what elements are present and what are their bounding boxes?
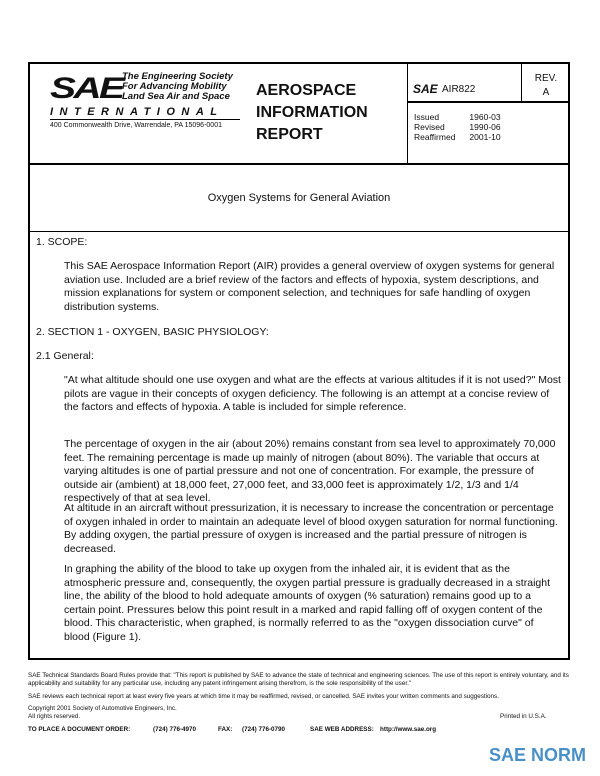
tagline-line: For Advancing Mobility <box>122 81 227 92</box>
rights: All rights reserved. <box>28 713 81 720</box>
date-row <box>414 112 515 122</box>
web-label: SAE WEB ADDRESS: <box>310 726 374 733</box>
divider <box>407 62 408 164</box>
paragraph: At altitude in an aircraft without pressurization, it is necessary to increase the concentration or percentage of oxygen inhaled in order to maintain an adequate level of blood oxygen saturation for normal functioning. By adding oxygen, the partial pressure of oxygen is increased and the partial pressure of nitrogen is decreased. <box>64 502 558 555</box>
divider <box>28 163 570 165</box>
sae-small-logo: SAE <box>413 82 438 96</box>
rev-value: A <box>542 87 550 98</box>
fax-label: FAX: <box>218 726 233 733</box>
date-row <box>414 132 515 142</box>
tagline <box>122 72 233 102</box>
address: 400 Commonwealth Drive, Warrendale, PA 15096-0001 <box>50 122 222 129</box>
doc-type-line: AEROSPACE <box>256 82 357 99</box>
document-title: Oxygen Systems for General Aviation <box>207 192 391 204</box>
dates-table <box>414 112 515 142</box>
doc-type-line: REPORT <box>256 126 323 143</box>
tagline-line: The Engineering Society <box>122 71 233 82</box>
international-label: INTERNATIONAL <box>50 106 224 118</box>
footer-review: SAE reviews each technical report at least every five years at which time it may be reaffirmed, revised, or cancelled. SAE invites your written comments and suggestions. <box>28 693 499 700</box>
revision <box>522 72 570 100</box>
watermark: SAE NORM <box>488 745 586 765</box>
date-value: 2001-10 <box>469 132 501 142</box>
divider <box>407 101 570 103</box>
paragraph: In graphing the ability of the blood to take up oxygen from the inhaled air, it is evident that as the atmospheric pressure and, consequently, the oxygen partial pressure is gradually decreased in a straight line, the ability of the blood to hold adequate amounts of oxygen (% saturation) remains good up to a certain point. Pressures below this point result in a marked and rapid falling off of oxygen content of the blood. This characteristic, when graphed, is normally referred to as the "oxygen dissociation curve" of blood (Figure 1). <box>64 563 550 643</box>
footer-notice: SAE Technical Standards Board Rules provide that: "This report is published by SAE to advance the state of technical and engineering sciences. The use of this report is entirely voluntary, and its applicability and suitability for any particular use, including any patent infringement arising therefrom, is the sole responsibility of the user." <box>28 672 569 687</box>
subsection-heading: 2.1 General: <box>36 350 94 362</box>
date-label: Revised <box>414 122 445 132</box>
copyright: Copyright 2001 Society of Automotive Engineers, Inc. <box>28 705 177 712</box>
web-address[interactable]: http://www.sae.org <box>380 726 437 733</box>
date-label: Reaffirmed <box>414 132 456 142</box>
sae-logo: SAE <box>50 72 123 105</box>
date-value: 1990-06 <box>469 122 501 132</box>
tagline-line: Land Sea Air and Space <box>122 91 230 102</box>
rev-label: REV. <box>534 73 558 84</box>
order-phone: (724) 776-4970 <box>153 726 197 733</box>
paragraph: The percentage of oxygen in the air (about 20%) remains constant from sea level to approximately 70,000 feet. The remaining percentage is made up mainly of nitrogen (about 80%). The variable that occurs at varying altitudes is one of partial pressure and not one of concentration. For example, the pressure of outside air (ambient) at 18,000 feet, 27,000 feet, and 33,000 feet is approximately 1/2, 1/3 and 1/4 respectively of that at sea level. <box>64 438 556 505</box>
doc-type-line: INFORMATION <box>256 104 368 121</box>
section-heading: 2. SECTION 1 - OXYGEN, BASIC PHYSIOLOGY: <box>36 326 269 338</box>
divider <box>50 119 240 120</box>
date-value: 1960-03 <box>469 112 501 122</box>
printed: Printed in U.S.A. <box>500 713 547 720</box>
date-row <box>414 122 515 132</box>
document-number: AIR822 <box>442 84 476 95</box>
paragraph: "At what altitude should one use oxygen and what are the effects at various altitudes if it is not used?" Most pilots are vague in their concepts of oxygen deficiency. The following is an attempt at a concise review of the factors and effects of hypoxia. A table is included for simple reference. <box>64 374 561 414</box>
fax-number: (724) 776-0790 <box>242 726 286 733</box>
order-label: TO PLACE A DOCUMENT ORDER: <box>28 726 131 733</box>
date-label: Issued <box>414 112 440 122</box>
section-heading: 1. SCOPE: <box>36 236 88 248</box>
divider <box>28 231 570 232</box>
document-type <box>256 80 368 146</box>
paragraph: This SAE Aerospace Information Report (AIR) provides a general overview of oxygen systems for general aviation use. Included are a brief review of the factors and effects of hypoxia, system descriptions, and mission explanations for system or component selection, and techniques for safe handling of oxygen distribution systems. <box>64 260 555 313</box>
